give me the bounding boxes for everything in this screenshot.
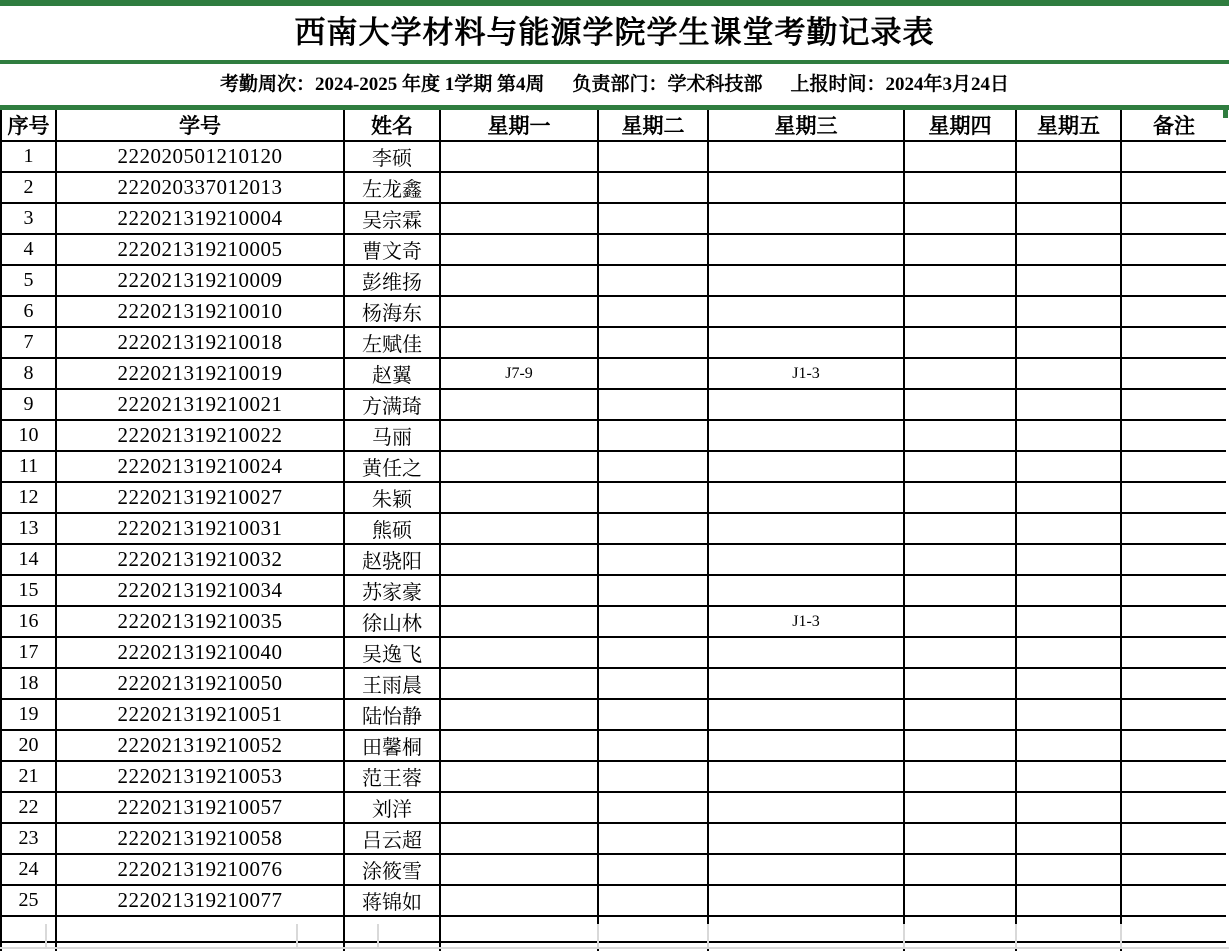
cell-monday (440, 668, 598, 699)
cell-tuesday (598, 234, 708, 265)
table-row (1, 451, 1226, 482)
cell-remarks (1121, 668, 1226, 699)
cell-monday (440, 482, 598, 513)
cell-wednesday (708, 668, 904, 699)
cell-monday (440, 420, 598, 451)
cell-wednesday (708, 761, 904, 792)
col-header-wednesday: 星期三 (708, 110, 904, 141)
cell-monday (440, 389, 598, 420)
cell-student-id: 222021319210052 (56, 730, 344, 761)
cell-name: 李硕 (344, 141, 440, 172)
cell-index: 23 (1, 823, 56, 854)
cell-wednesday (708, 141, 904, 172)
table-row (1, 358, 1226, 389)
cell-wednesday: J1-3 (708, 606, 904, 637)
cell-tuesday (598, 327, 708, 358)
col-header-thursday: 星期四 (904, 110, 1016, 141)
cell-wednesday (708, 234, 904, 265)
cell-index: 20 (1, 730, 56, 761)
cell-name: 曹文奇 (344, 234, 440, 265)
cell-tuesday (598, 451, 708, 482)
cell-friday (1016, 606, 1121, 637)
cell-friday (1016, 885, 1121, 916)
cell-index: 17 (1, 637, 56, 668)
table-row (1, 823, 1226, 854)
cell-remarks (1121, 637, 1226, 668)
cell-thursday (904, 544, 1016, 575)
cell-remarks (1121, 699, 1226, 730)
cell-wednesday (708, 296, 904, 327)
cell-thursday (904, 606, 1016, 637)
cell-tuesday (598, 854, 708, 885)
cell-student-id: 222021319210035 (56, 606, 344, 637)
cell-monday (440, 885, 598, 916)
cell-monday (440, 296, 598, 327)
cell-thursday (904, 141, 1016, 172)
cell-wednesday (708, 513, 904, 544)
cell-remarks (1121, 327, 1226, 358)
cell-index: 11 (1, 451, 56, 482)
cell-student-id: 222021319210034 (56, 575, 344, 606)
cell-thursday (904, 761, 1016, 792)
cell-monday (440, 327, 598, 358)
cell-wednesday (708, 451, 904, 482)
cell-name: 左龙鑫 (344, 172, 440, 203)
cell-student-id: 222021319210010 (56, 296, 344, 327)
cell-remarks (1121, 730, 1226, 761)
col-header-name: 姓名 (344, 110, 440, 141)
cell-friday (1016, 265, 1121, 296)
cell-friday (1016, 296, 1121, 327)
cell-index: 21 (1, 761, 56, 792)
partial-gridline-row (0, 924, 1229, 948)
cell-index: 10 (1, 420, 56, 451)
cell-thursday (904, 389, 1016, 420)
cell-friday (1016, 637, 1121, 668)
table-row (1, 699, 1226, 730)
cell-tuesday (598, 544, 708, 575)
cell-thursday (904, 823, 1016, 854)
col-header-student-id: 学号 (56, 110, 344, 141)
gridline (1120, 924, 1122, 948)
cell-index: 8 (1, 358, 56, 389)
cell-student-id: 222021319210019 (56, 358, 344, 389)
cell-tuesday (598, 606, 708, 637)
cell-monday (440, 823, 598, 854)
cell-tuesday (598, 699, 708, 730)
cell-student-id: 222021319210077 (56, 885, 344, 916)
cell-thursday (904, 451, 1016, 482)
gridline (1015, 924, 1017, 948)
cell-index: 18 (1, 668, 56, 699)
cell-wednesday (708, 823, 904, 854)
table-row (1, 513, 1226, 544)
cell-thursday (904, 513, 1016, 544)
cell-remarks (1121, 823, 1226, 854)
table-row (1, 482, 1226, 513)
cell-tuesday (598, 730, 708, 761)
cell-index: 12 (1, 482, 56, 513)
cell-tuesday (598, 389, 708, 420)
cell-thursday (904, 668, 1016, 699)
cell-thursday (904, 296, 1016, 327)
cell-student-id: 222021319210022 (56, 420, 344, 451)
cell-remarks (1121, 544, 1226, 575)
cell-monday: J7-9 (440, 358, 598, 389)
meta-report-time: 上报时间：2024年3月24日 (790, 74, 1010, 95)
table-row (1, 296, 1226, 327)
cell-name: 陆怡静 (344, 699, 440, 730)
cell-wednesday (708, 854, 904, 885)
cell-monday (440, 761, 598, 792)
cell-remarks (1121, 854, 1226, 885)
cell-student-id: 222021319210053 (56, 761, 344, 792)
cell-friday (1016, 823, 1121, 854)
page-title: 西南大学材料与能源学院学生课堂考勤记录表 (294, 15, 935, 50)
cell-student-id: 222021319210005 (56, 234, 344, 265)
cell-friday (1016, 575, 1121, 606)
cell-thursday (904, 730, 1016, 761)
cell-friday (1016, 482, 1121, 513)
cell-remarks (1121, 141, 1226, 172)
cell-remarks (1121, 606, 1226, 637)
cell-monday (440, 513, 598, 544)
cell-student-id: 222021319210040 (56, 637, 344, 668)
cell-thursday (904, 575, 1016, 606)
cell-name: 熊硕 (344, 513, 440, 544)
cell-name: 苏家豪 (344, 575, 440, 606)
cell-monday (440, 141, 598, 172)
cell-friday (1016, 668, 1121, 699)
cell-name: 杨海东 (344, 296, 440, 327)
cell-tuesday (598, 575, 708, 606)
cell-name: 吕云超 (344, 823, 440, 854)
cell-friday (1016, 761, 1121, 792)
cell-tuesday (598, 761, 708, 792)
cell-name: 马丽 (344, 420, 440, 451)
cell-monday (440, 544, 598, 575)
cell-monday (440, 606, 598, 637)
cell-remarks (1121, 513, 1226, 544)
cell-tuesday (598, 637, 708, 668)
gridline (45, 924, 47, 948)
cell-student-id: 222021319210024 (56, 451, 344, 482)
cell-index: 14 (1, 544, 56, 575)
table-row (1, 389, 1226, 420)
cell-student-id: 222021319210057 (56, 792, 344, 823)
gridline (377, 924, 379, 948)
meta-row (0, 64, 1229, 105)
cell-name: 范王蓉 (344, 761, 440, 792)
cell-wednesday (708, 420, 904, 451)
cell-tuesday (598, 885, 708, 916)
table-row (1, 637, 1226, 668)
table-row (1, 730, 1226, 761)
cell-student-id: 222020337012013 (56, 172, 344, 203)
cell-index: 4 (1, 234, 56, 265)
cell-name: 方满琦 (344, 389, 440, 420)
cell-remarks (1121, 265, 1226, 296)
gridline (707, 924, 709, 948)
cell-thursday (904, 482, 1016, 513)
cell-monday (440, 730, 598, 761)
cell-remarks (1121, 451, 1226, 482)
cell-friday (1016, 358, 1121, 389)
cell-wednesday (708, 637, 904, 668)
cell-name: 赵骁阳 (344, 544, 440, 575)
cell-wednesday (708, 699, 904, 730)
cell-friday (1016, 699, 1121, 730)
cell-name: 黄任之 (344, 451, 440, 482)
cell-tuesday (598, 420, 708, 451)
cell-tuesday (598, 668, 708, 699)
cell-index: 15 (1, 575, 56, 606)
cell-friday (1016, 234, 1121, 265)
col-header-index: 序号 (1, 110, 56, 141)
gridline (903, 924, 905, 948)
table-row (1, 234, 1226, 265)
cell-friday (1016, 544, 1121, 575)
cell-index: 9 (1, 389, 56, 420)
cell-remarks (1121, 172, 1226, 203)
table-row (1, 606, 1226, 637)
cell-name: 刘洋 (344, 792, 440, 823)
cell-friday (1016, 792, 1121, 823)
cell-wednesday (708, 575, 904, 606)
cell-friday (1016, 327, 1121, 358)
cell-student-id: 222021319210032 (56, 544, 344, 575)
table-row (1, 420, 1226, 451)
table-row (1, 885, 1226, 916)
cell-tuesday (598, 172, 708, 203)
col-header-friday: 星期五 (1016, 110, 1121, 141)
cell-name: 王雨晨 (344, 668, 440, 699)
cell-student-id: 222021319210004 (56, 203, 344, 234)
cell-name: 彭维扬 (344, 265, 440, 296)
cell-name: 涂筱雪 (344, 854, 440, 885)
cell-thursday (904, 172, 1016, 203)
table-row (1, 141, 1226, 172)
cell-monday (440, 575, 598, 606)
meta-department: 负责部门：学术科技部 (572, 74, 763, 95)
cell-index: 7 (1, 327, 56, 358)
cell-wednesday (708, 482, 904, 513)
cell-remarks (1121, 389, 1226, 420)
col-header-monday: 星期一 (440, 110, 598, 141)
cell-student-id: 222021319210021 (56, 389, 344, 420)
cell-remarks (1121, 234, 1226, 265)
cell-student-id: 222021319210009 (56, 265, 344, 296)
cell-student-id: 222020501210120 (56, 141, 344, 172)
cell-name: 左赋佳 (344, 327, 440, 358)
cell-index: 25 (1, 885, 56, 916)
gridline (597, 924, 599, 948)
cell-student-id: 222021319210051 (56, 699, 344, 730)
cell-tuesday (598, 513, 708, 544)
cell-tuesday (598, 203, 708, 234)
cell-wednesday (708, 172, 904, 203)
table-row (1, 327, 1226, 358)
cell-friday (1016, 172, 1121, 203)
cell-name: 吴逸飞 (344, 637, 440, 668)
header-row (1, 110, 1226, 141)
cell-tuesday (598, 296, 708, 327)
cell-index: 3 (1, 203, 56, 234)
cell-wednesday (708, 389, 904, 420)
cell-thursday (904, 885, 1016, 916)
cell-friday (1016, 389, 1121, 420)
cell-wednesday: J1-3 (708, 358, 904, 389)
cell-remarks (1121, 358, 1226, 389)
table-row (1, 854, 1226, 885)
cell-wednesday (708, 203, 904, 234)
cell-student-id: 222021319210031 (56, 513, 344, 544)
cell-student-id: 222021319210018 (56, 327, 344, 358)
cell-wednesday (708, 730, 904, 761)
cell-remarks (1121, 296, 1226, 327)
cell-friday (1016, 513, 1121, 544)
cell-wednesday (708, 544, 904, 575)
table-row (1, 668, 1226, 699)
cell-index: 13 (1, 513, 56, 544)
cell-friday (1016, 420, 1121, 451)
cell-wednesday (708, 265, 904, 296)
cell-name: 田馨桐 (344, 730, 440, 761)
cell-name: 吴宗霖 (344, 203, 440, 234)
cell-monday (440, 203, 598, 234)
cell-name: 徐山林 (344, 606, 440, 637)
cell-thursday (904, 637, 1016, 668)
cell-tuesday (598, 792, 708, 823)
table-row (1, 265, 1226, 296)
attendance-table (0, 110, 1226, 951)
cell-monday (440, 854, 598, 885)
cell-student-id: 222021319210058 (56, 823, 344, 854)
cell-remarks (1121, 482, 1226, 513)
cell-index: 16 (1, 606, 56, 637)
cell-remarks (1121, 885, 1226, 916)
cell-index: 22 (1, 792, 56, 823)
cell-friday (1016, 451, 1121, 482)
cell-index: 5 (1, 265, 56, 296)
cell-thursday (904, 203, 1016, 234)
cell-monday (440, 172, 598, 203)
cell-student-id: 222021319210050 (56, 668, 344, 699)
cell-name: 蒋锦如 (344, 885, 440, 916)
col-header-tuesday: 星期二 (598, 110, 708, 141)
cell-remarks (1121, 203, 1226, 234)
cell-tuesday (598, 141, 708, 172)
cell-index: 2 (1, 172, 56, 203)
cell-thursday (904, 854, 1016, 885)
cell-tuesday (598, 482, 708, 513)
cell-thursday (904, 358, 1016, 389)
cell-thursday (904, 792, 1016, 823)
cell-wednesday (708, 885, 904, 916)
cell-remarks (1121, 575, 1226, 606)
cell-monday (440, 792, 598, 823)
cell-index: 6 (1, 296, 56, 327)
cell-friday (1016, 854, 1121, 885)
cell-wednesday (708, 327, 904, 358)
cell-tuesday (598, 358, 708, 389)
cell-student-id: 222021319210027 (56, 482, 344, 513)
gridline (296, 924, 298, 948)
cell-friday (1016, 203, 1121, 234)
cell-index: 1 (1, 141, 56, 172)
table-row (1, 761, 1226, 792)
gridline (0, 947, 1229, 949)
cell-monday (440, 637, 598, 668)
cell-thursday (904, 327, 1016, 358)
cell-friday (1016, 730, 1121, 761)
cell-thursday (904, 265, 1016, 296)
cell-monday (440, 234, 598, 265)
table-row (1, 172, 1226, 203)
table-row (1, 575, 1226, 606)
cell-remarks (1121, 792, 1226, 823)
cell-friday (1016, 141, 1121, 172)
table-row (1, 544, 1226, 575)
cell-tuesday (598, 823, 708, 854)
table-body (1, 141, 1226, 951)
cell-thursday (904, 699, 1016, 730)
col-header-remarks: 备注 (1121, 110, 1226, 141)
table-row (1, 792, 1226, 823)
cell-remarks (1121, 761, 1226, 792)
cell-name: 朱颖 (344, 482, 440, 513)
table-row (1, 203, 1226, 234)
cell-monday (440, 699, 598, 730)
cell-tuesday (598, 265, 708, 296)
cell-student-id: 222021319210076 (56, 854, 344, 885)
cell-index: 19 (1, 699, 56, 730)
cell-thursday (904, 420, 1016, 451)
cell-thursday (904, 234, 1016, 265)
cell-monday (440, 451, 598, 482)
cell-remarks (1121, 420, 1226, 451)
cell-monday (440, 265, 598, 296)
cell-name: 赵翼 (344, 358, 440, 389)
meta-attendance-week: 考勤周次：2024-2025 年度 1学期 第4周 (219, 74, 545, 95)
cell-index: 24 (1, 854, 56, 885)
cell-wednesday (708, 792, 904, 823)
